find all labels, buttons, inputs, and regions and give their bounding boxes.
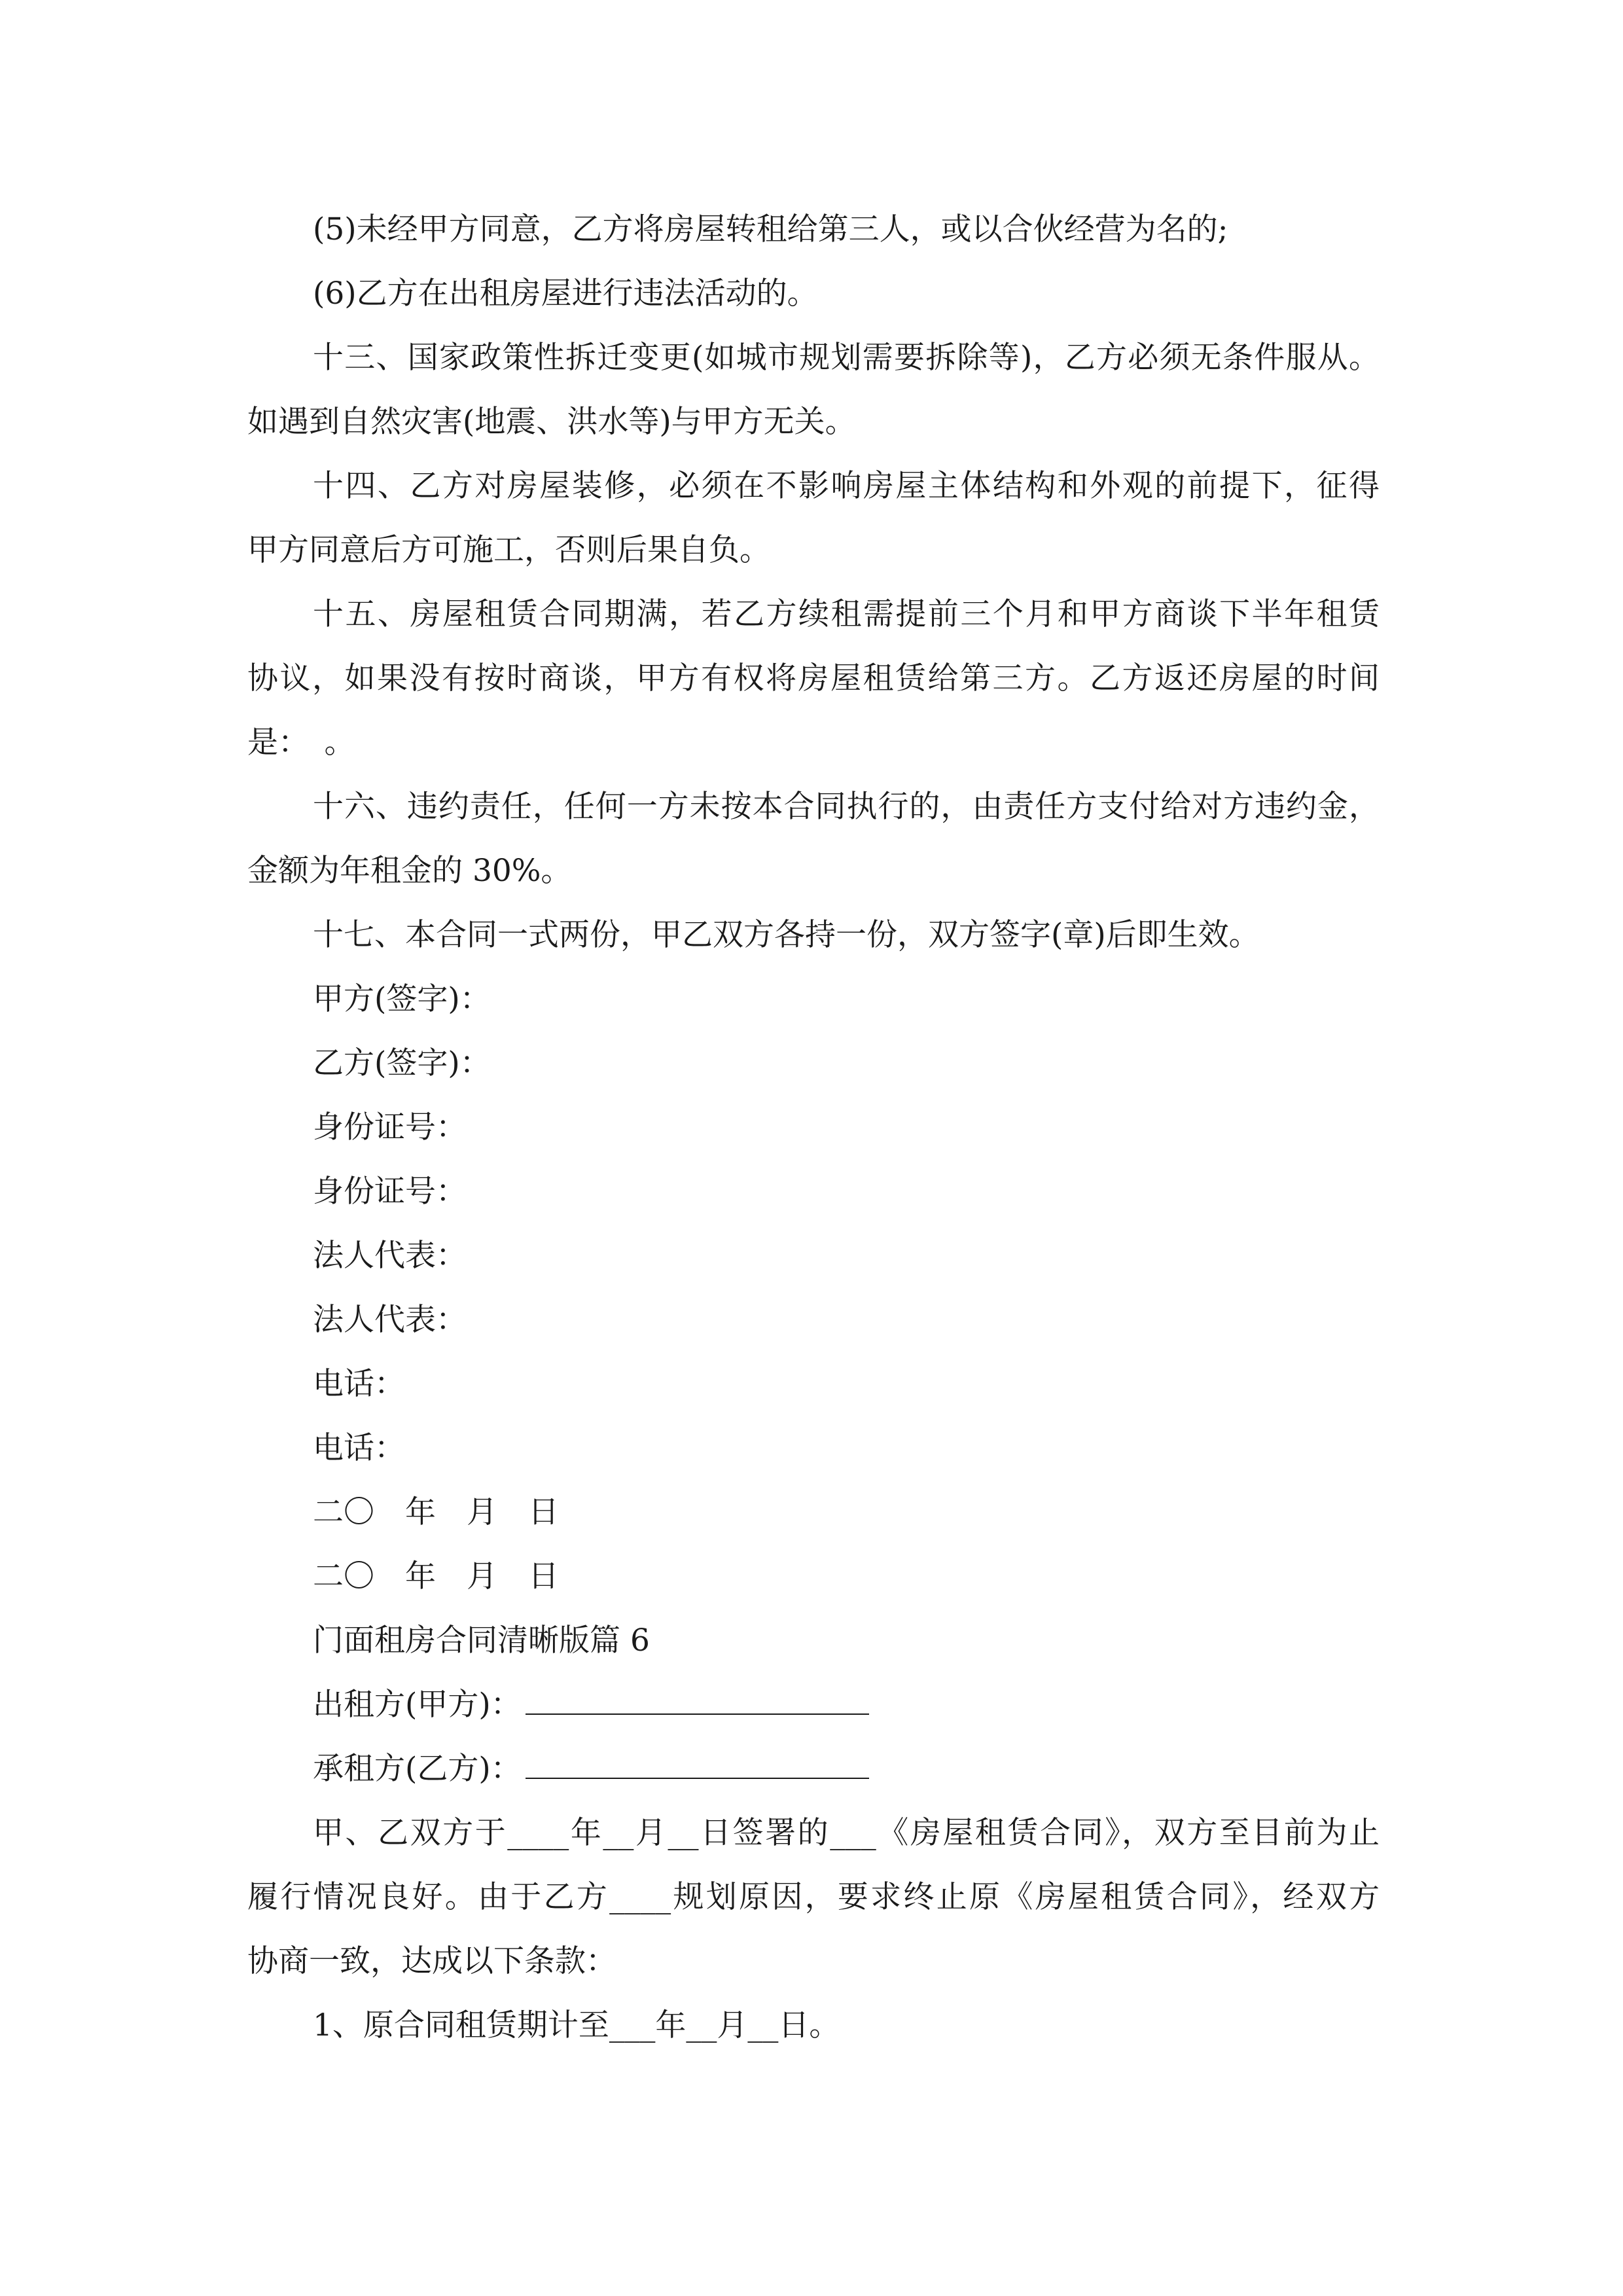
text-line: 十四、乙方对房屋装修，必须在不影响房屋主体结构和外观的前提下，征得 xyxy=(313,468,1380,504)
text-line: 是： 。 xyxy=(247,725,355,761)
text-line: 十三、国家政策性拆迁变更(如城市规划需要拆除等)，乙方必须无条件服从。 xyxy=(313,340,1380,376)
text-line: 门面租房合同清晰版篇 6 xyxy=(313,1623,650,1659)
paragraph-line: 协商一致，达成以下条款： xyxy=(247,1943,616,1979)
text-line: 金额为年租金的 30%。 xyxy=(247,853,572,889)
lessee-line xyxy=(247,1737,1380,1801)
text-line: 二〇 年 月 日 xyxy=(313,1494,559,1530)
lessee-label: 承租方(乙方)： xyxy=(313,1751,522,1787)
text-line: 法人代表： xyxy=(313,1302,467,1338)
text-line: 甲方同意后方可施工，否则后果自负。 xyxy=(247,532,770,568)
paragraph-line: 履行情况良好。由于乙方____规划原因，要求终止原《房屋租赁合同》，经双方 xyxy=(247,1879,1380,1915)
text-line: 乙方(签字)： xyxy=(313,1045,491,1081)
text-line: 法人代表： xyxy=(313,1238,467,1274)
text-line: 协议，如果没有按时商谈，甲方有权将房屋租赁给第三方。乙方返还房屋的时间 xyxy=(247,660,1380,696)
text-line: 二〇 年 月 日 xyxy=(313,1558,559,1594)
lessor-label: 出租方(甲方)： xyxy=(313,1687,522,1723)
text-line: 身份证号： xyxy=(313,1174,467,1210)
paragraph-line: 甲、乙双方于____年__月__日签署的___《房屋租赁合同》，双方至目前为止 xyxy=(313,1815,1380,1851)
text-line: 身份证号： xyxy=(313,1109,467,1145)
text-line: 电话： xyxy=(313,1366,405,1402)
text-line: (6)乙方在出租房屋进行违法活动的。 xyxy=(313,276,818,312)
text-line: 甲方(签字)： xyxy=(313,981,491,1017)
lessee-blank xyxy=(526,1746,869,1779)
contract-lines xyxy=(247,198,1380,1673)
clause-line: 1、原合同租赁期计至___年__月__日。 xyxy=(313,2007,840,2043)
text-line: 电话： xyxy=(313,1430,405,1466)
lessor-line xyxy=(247,1673,1380,1737)
document-body xyxy=(247,198,1380,2058)
text-line: (5)未经甲方同意，乙方将房屋转租给第三人，或以合伙经营为名的; xyxy=(313,211,1228,247)
text-line: 十六、违约责任，任何一方未按本合同执行的，由责任方支付给对方违约金， xyxy=(313,789,1380,825)
text-line: 十七、本合同一式两份，甲乙双方各持一份，双方签字(章)后即生效。 xyxy=(313,917,1260,953)
text-line: 如遇到自然灾害(地震、洪水等)与甲方无关。 xyxy=(247,404,856,440)
lessor-blank xyxy=(526,1682,869,1715)
text-line: 十五、房屋租赁合同期满，若乙方续租需提前三个月和甲方商谈下半年租赁 xyxy=(313,596,1380,632)
